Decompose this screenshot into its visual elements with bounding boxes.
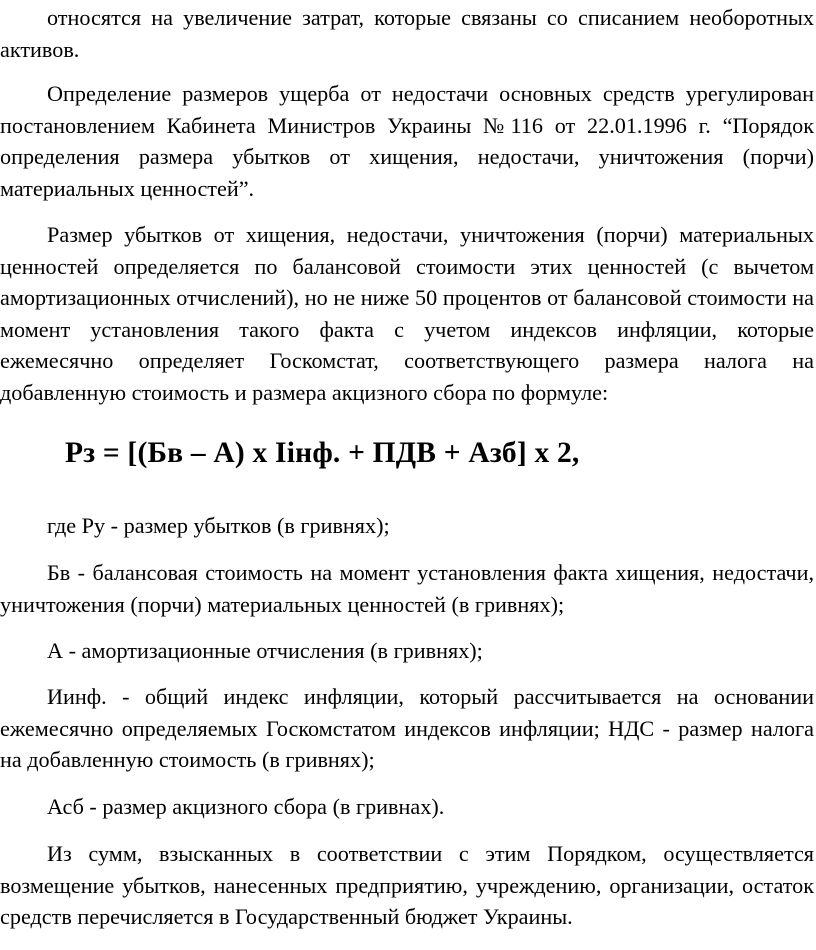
definition-iinf: Иинф. - общий индекс инфляции, который рассчитывается на основании ежемесячно определяемых Госкомстатом индексов инфляции; НДС - размер налога на добавленную стоимость (в гривнях);	[0, 684, 814, 772]
paragraph-loss-calculation: Размер убытков от хищения, недостачи, уничтожения (порчи) материальных ценностей определяется по балансовой стоимости этих ценностей (с вычетом амортизационных отчислений), но не ниже 50 процентов от балансовой стоимости на момент установления такого факта с учетом индексов инфляции, которые ежемесячно определяет Госкомстат, соответствующего размера налога на добавленную стоимость и размера акцизного сбора по формуле:	[0, 222, 814, 405]
paragraph-compensation: Из сумм, взысканных в соответствии с этим Порядком, осуществляется возмещение убытков, нанесенных предприятию, учреждению, организации, остаток средств перечисляется в Государственный бюджет Украины.	[0, 841, 814, 929]
definition-bv: Бв - балансовая стоимость на момент установления факта хищения, недостачи, уничтожения (порчи) материальных ценностей (в гривнях);	[0, 560, 814, 617]
paragraph-asset-writeoff: относятся на увеличение затрат, которые связаны со списанием необоротных активов.	[0, 5, 814, 62]
paragraph-damage-regulation: Определение размеров ущерба от недостачи основных средств урегулирован постановлением Кабинета Министров Украины №116 от 22.01.1996 г. “Порядок определения размера убытков от хищения, недостачи, уничтожения (порчи) материальных ценностей”.	[0, 81, 814, 201]
definition-asb: Асб - размер акцизного сбора (в гривнах).	[47, 794, 445, 819]
definition-a: А - амортизационные отчисления (в гривнях);	[47, 638, 483, 663]
loss-formula: Рз = [(Бв – А) х Іінф. + ПДВ + Азб] х 2,	[65, 437, 580, 469]
definition-ru: где Ру - размер убытков (в гривнях);	[47, 513, 390, 538]
